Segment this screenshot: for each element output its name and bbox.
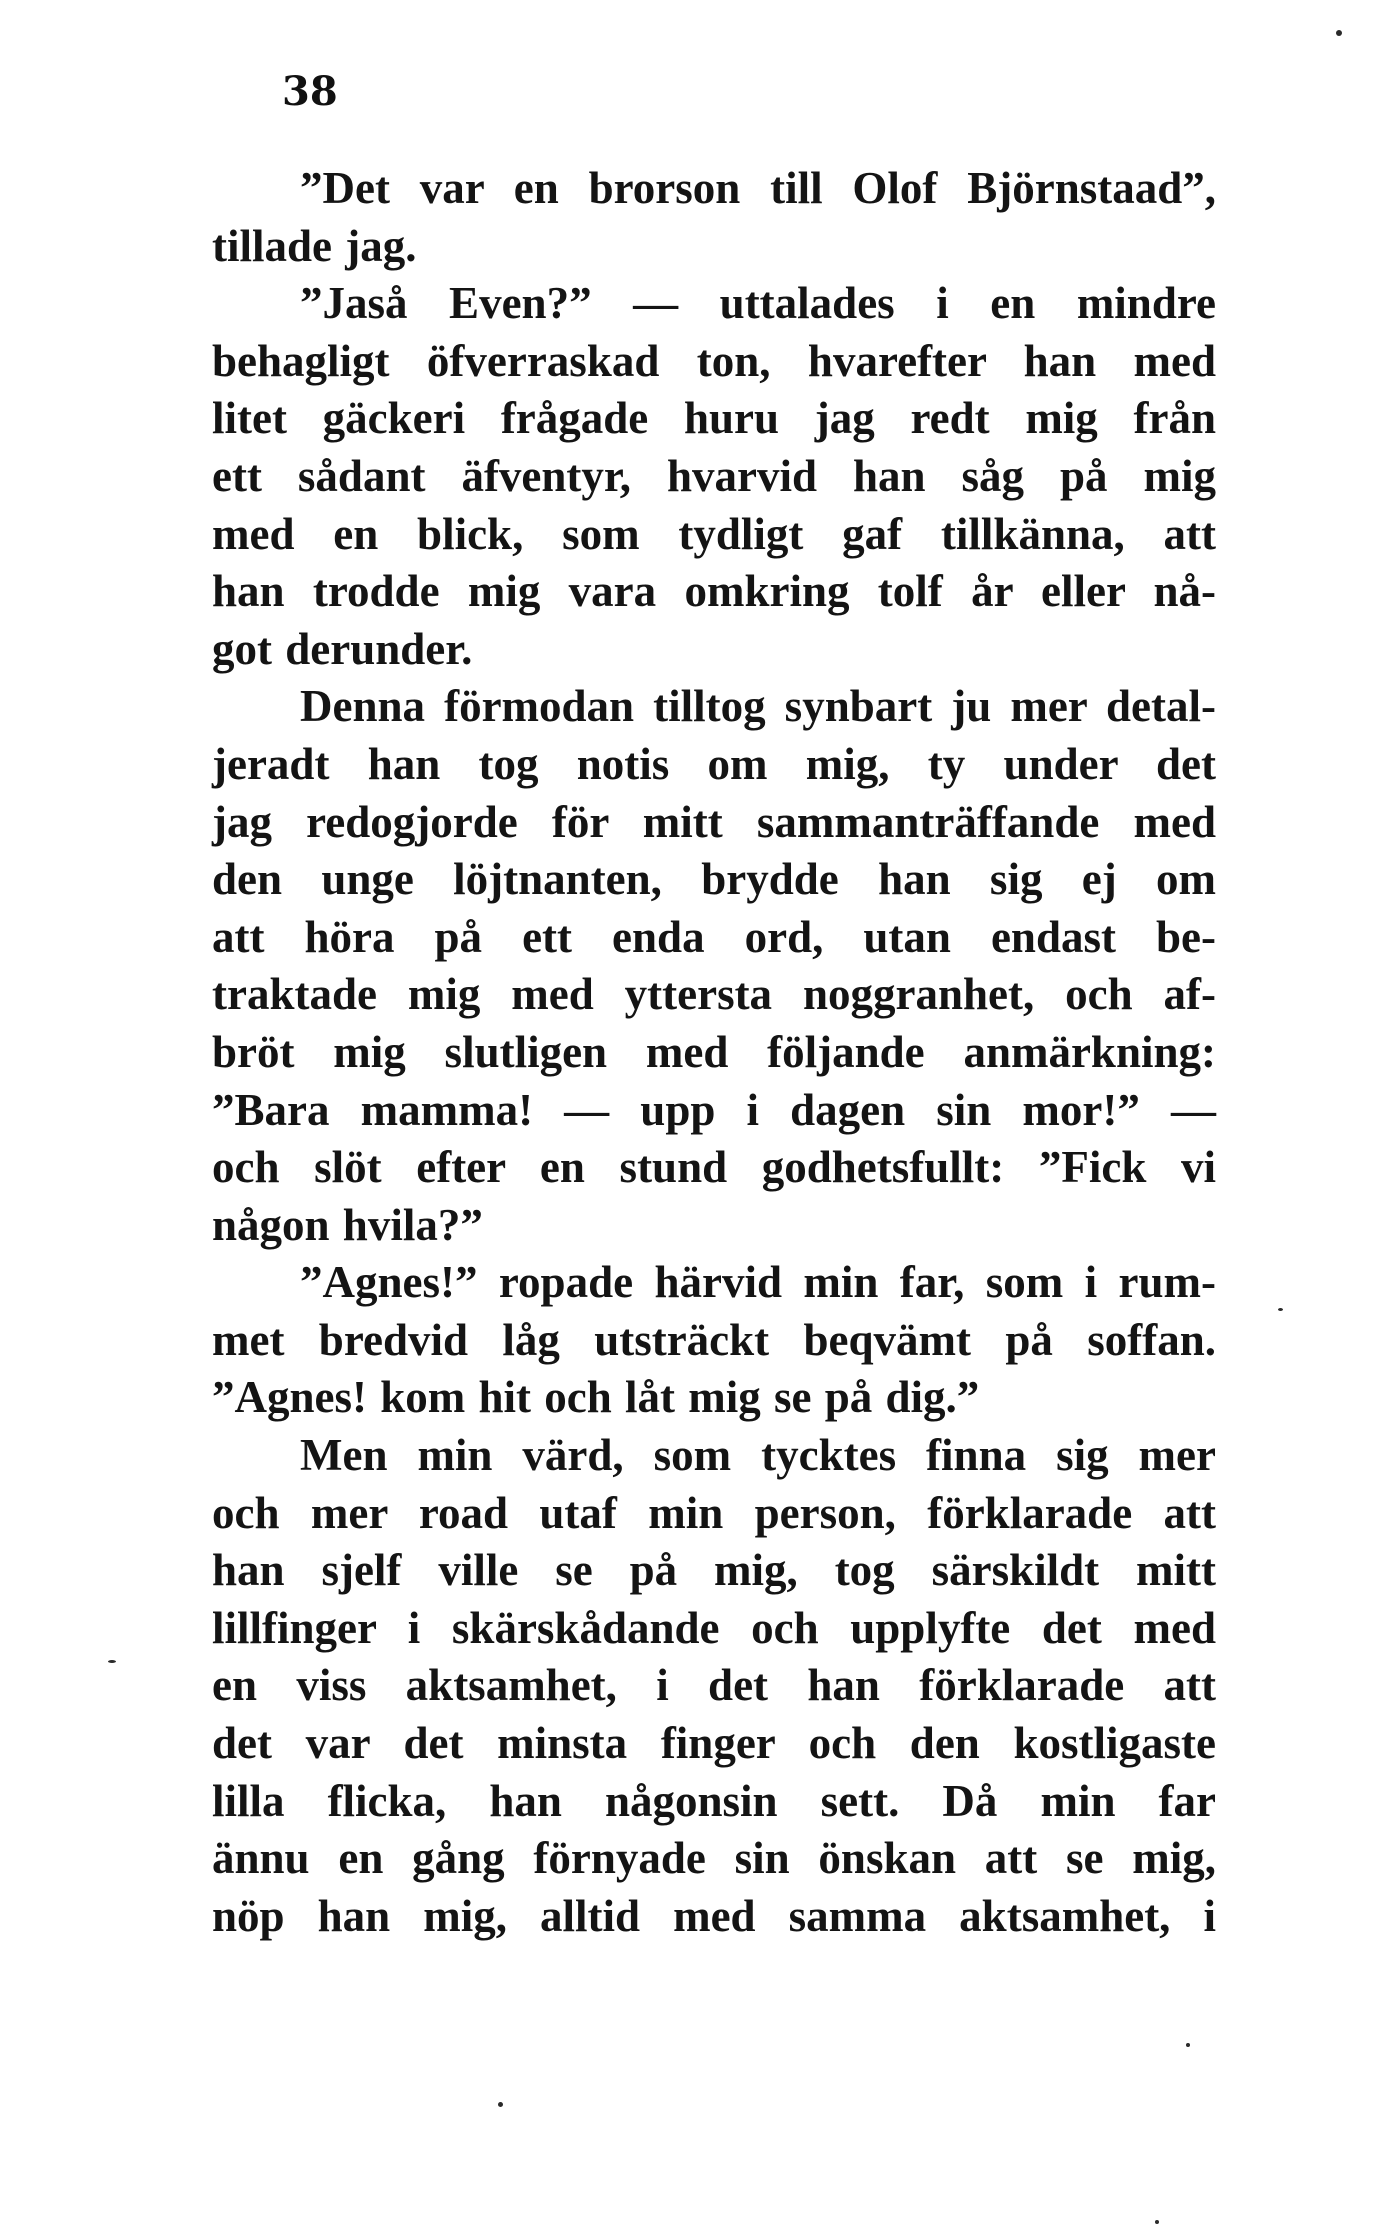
text-line: ”Agnes! kom hit och låt mig se på dig.” [212, 1372, 980, 1423]
text-line: Denna förmodan tilltog synbart ju mer detal- [300, 681, 1216, 732]
text-line: ”Agnes!” ropade härvid min far, som i rum- [300, 1257, 1216, 1308]
text-line: jag redogjorde för mitt sammanträffande med [212, 796, 1216, 847]
text-line: ”Jaså Even?” — uttalades i en mindre [300, 278, 1216, 329]
text-line: Men min värd, som tycktes finna sig mer [300, 1430, 1216, 1481]
text-line: jeradt han tog notis om mig, ty under det [212, 738, 1216, 789]
text-line: ett sådant äfventyr, hvarvid han såg på mig [212, 450, 1216, 501]
text-line: och slöt efter en stund godhetsfullt: ”Fick vi [212, 1142, 1216, 1193]
text-line: behagligt öfverraskad ton, hvarefter han med [212, 335, 1216, 386]
text-line: lilla flicka, han någonsin sett. Då min far [212, 1775, 1216, 1826]
text-line: ännu en gång förnyade sin önskan att se mig, [212, 1833, 1216, 1884]
text-line: det var det minsta finger och den kostligaste [212, 1718, 1216, 1769]
text-line: en viss aktsamhet, i det han förklarade att [212, 1660, 1216, 1711]
print-speck [498, 2102, 503, 2107]
print-speck [1278, 1308, 1283, 1311]
print-speck [1155, 2220, 1159, 2224]
text-line: nöp han mig, alltid med samma aktsamhet, i [212, 1890, 1216, 1941]
text-line: och mer road utaf min person, förklarade att [212, 1487, 1216, 1538]
text-line: litet gäckeri frågade huru jag redt mig från [212, 393, 1216, 444]
text-line: ”Bara mamma! — upp i dagen sin mor!” — [212, 1084, 1216, 1135]
text-line: han trodde mig vara omkring tolf år eller nå- [212, 566, 1216, 617]
text-line: traktade mig med yttersta noggranhet, och af- [212, 969, 1216, 1020]
print-speck [1186, 2043, 1190, 2047]
text-line: bröt mig slutligen med följande anmärkning: [212, 1026, 1216, 1077]
text-line: han sjelf ville se på mig, tog särskildt mitt [212, 1545, 1216, 1596]
text-line: ”Det var en brorson till Olof Björnstaad”, [300, 163, 1216, 213]
print-speck [1336, 30, 1342, 36]
print-speck [108, 1660, 116, 1663]
text-line: met bredvid låg utsträckt beqvämt på soffan. [212, 1314, 1216, 1365]
body-text [212, 160, 1216, 1945]
text-line: got derunder. [212, 623, 473, 674]
text-line: med en blick, som tydligt gaf tillkänna, att [212, 508, 1216, 559]
text-line: den unge löjtnanten, brydde han sig ej om [212, 854, 1216, 905]
page-number: 38 [282, 68, 338, 115]
text-line: någon hvila?” [212, 1199, 483, 1250]
text-line: lillfinger i skärskådande och upplyfte det med [212, 1602, 1216, 1653]
text-line: att höra på ett enda ord, utan endast be- [212, 911, 1216, 962]
text-line: tillade jag. [212, 220, 417, 271]
